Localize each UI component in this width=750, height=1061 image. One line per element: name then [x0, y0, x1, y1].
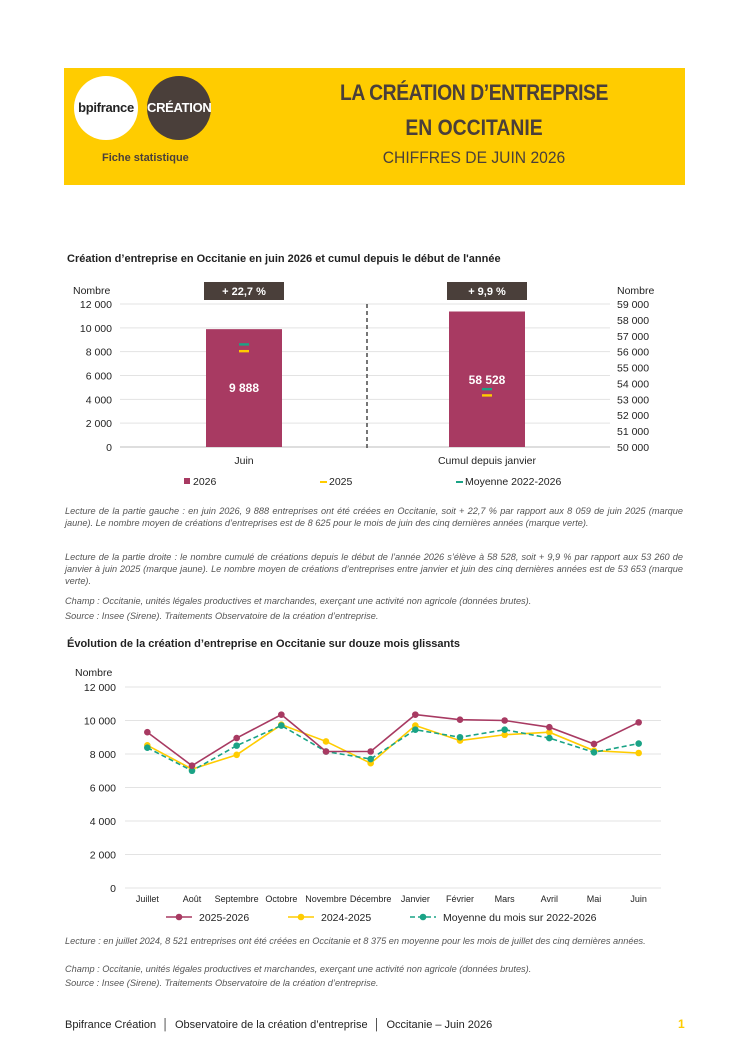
- variation-badge-text: + 22,7 %: [222, 286, 266, 298]
- data-point: [412, 711, 419, 718]
- fiche-label: Fiche statistique: [102, 152, 189, 164]
- y-tick-left: 12 000: [79, 299, 112, 311]
- data-point: [546, 724, 553, 731]
- y-tick-right: 52 000: [617, 410, 650, 423]
- y-tick-label: 2 000: [89, 849, 116, 862]
- data-point: [233, 742, 240, 749]
- x-tick-label: Mars: [494, 894, 515, 904]
- section1-title: Création d’entreprise en Occitanie en juin 2026 et cumul depuis le début de l'année: [67, 253, 501, 265]
- y-axis-right-label: Nombre: [617, 285, 655, 297]
- marker-moyenne: [482, 388, 492, 390]
- header-banner: [64, 68, 685, 185]
- footer-separator: │: [373, 1019, 381, 1031]
- data-point: [457, 734, 464, 741]
- legend-label: 2025-2026: [199, 912, 250, 924]
- y-tick-left: 6 000: [85, 370, 112, 383]
- data-point: [635, 740, 642, 747]
- bpifrance-logo: [74, 76, 138, 140]
- data-point: [591, 749, 598, 756]
- y-tick-right: 54 000: [617, 378, 650, 391]
- y-tick-right: 57 000: [617, 330, 650, 343]
- creation-logo: [147, 76, 211, 140]
- data-point: [501, 717, 508, 724]
- section1-note-source: Source : Insee (Sirene). Traitements Observatoire de la création d’entreprise.: [65, 611, 379, 621]
- data-point: [278, 722, 285, 729]
- y-axis-label: Nombre: [75, 667, 113, 679]
- y-tick-label: 12 000: [83, 682, 116, 694]
- legend-label: 2025: [329, 476, 353, 488]
- legend-marker: [176, 914, 183, 921]
- legend-swatch: [456, 481, 463, 483]
- y-tick-right: 51 000: [617, 426, 650, 439]
- legend-swatch: [184, 478, 190, 484]
- x-tick-label: Novembre: [305, 894, 347, 904]
- marker-2025: [482, 394, 492, 396]
- section1-note-right: Lecture de la partie droite : le nombre cumulé de créations depuis le début de l’année 2026 s’élève à 58 528, soit + 9,9 % par rapport aux 53 260 de janvier à juin 2025 (marque jaune). Le nombre moyen de créations d’entreprises entre janvier et juin des cinq dernières années est de 53 653 (marque verte).: [65, 552, 683, 587]
- x-tick-label: Mai: [586, 894, 602, 904]
- data-point: [144, 744, 151, 751]
- page-title-line1: LA CRÉATION D’ENTREPRISE: [339, 80, 609, 105]
- x-tick-label: Janvier: [400, 894, 430, 904]
- x-tick-label: Décembre: [349, 894, 392, 904]
- y-tick-label: 8 000: [89, 749, 116, 761]
- y-tick-right: 55 000: [617, 362, 650, 375]
- line-chart: [0, 660, 750, 930]
- section2-note-lecture: Lecture : en juillet 2024, 8 521 entreprises ont été créées en Occitanie et 8 375 en moyenne pour les mois de juillet des cinq dernières années.: [65, 936, 646, 946]
- y-axis-left-label: Nombre: [73, 285, 111, 297]
- variation-badge-text: + 9,9 %: [468, 286, 506, 298]
- legend-label: Moyenne 2022-2026: [465, 476, 562, 488]
- y-tick-right: 59 000: [617, 299, 650, 311]
- data-point: [367, 748, 374, 755]
- section2-note-source: Source : Insee (Sirene). Traitements Observatoire de la création d’entreprise.: [65, 978, 379, 988]
- y-tick-right: 58 000: [617, 314, 650, 327]
- data-point: [546, 735, 553, 742]
- footer: [65, 1019, 492, 1031]
- y-tick-left: 4 000: [85, 394, 112, 407]
- y-tick-right: 50 000: [617, 442, 650, 454]
- page-title-line2: EN OCCITANIE: [405, 115, 543, 140]
- bpifrance-logo-text: bpifrance: [78, 100, 134, 115]
- y-tick-label: 4 000: [89, 816, 116, 828]
- y-tick-label: 0: [110, 883, 116, 895]
- legend-marker: [420, 914, 427, 921]
- data-point: [233, 735, 240, 742]
- data-point: [323, 738, 330, 745]
- legend-label: 2026: [193, 476, 217, 488]
- section1-note-left: Lecture de la partie gauche : en juin 2026, 9 888 entreprises ont été créées en Occitanie, soit + 22,7 % par rapport aux 8 059 de juin 2025 (marque jaune). Le nombre moyen de créations d’entreprises est de 8 625 pour le mois de juin des cinq dernières années (marque verte).: [65, 506, 683, 529]
- data-point: [189, 762, 196, 769]
- data-point: [144, 729, 151, 736]
- y-tick-right: 56 000: [617, 346, 650, 359]
- bar-value-label: 9 888: [228, 381, 260, 395]
- y-tick-left: 10 000: [79, 322, 112, 335]
- page-subtitle: CHIFFRES DE JUIN 2026: [382, 148, 566, 167]
- footer-separator: │: [162, 1019, 169, 1031]
- footer-observatoire: Observatoire de la création d’entreprise: [174, 1019, 368, 1031]
- x-tick-label: Août: [182, 894, 202, 904]
- data-point: [635, 750, 642, 757]
- y-tick-label: 6 000: [89, 782, 116, 795]
- y-tick-label: 10 000: [83, 715, 116, 728]
- data-point: [233, 752, 240, 759]
- data-point: [323, 748, 330, 755]
- y-tick-left: 8 000: [85, 346, 112, 359]
- bar-value-label: 58 528: [468, 373, 506, 387]
- x-tick-label: Juillet: [135, 894, 159, 904]
- x-tick-label: Juin: [630, 894, 647, 904]
- marker-2025: [239, 350, 249, 352]
- x-tick-label: Octobre: [265, 894, 298, 904]
- marker-moyenne: [239, 343, 249, 345]
- data-point: [501, 726, 508, 733]
- data-point: [412, 726, 419, 733]
- legend-label: 2024-2025: [321, 912, 372, 924]
- data-point: [635, 719, 642, 726]
- section2-title: Évolution de la création d’entreprise en Occitanie sur douze mois glissants: [67, 638, 461, 650]
- data-point: [278, 711, 285, 718]
- y-tick-left: 0: [106, 442, 112, 454]
- creation-logo-text: CRÉATION: [147, 100, 212, 115]
- y-tick-left: 2 000: [85, 418, 112, 431]
- data-point: [591, 741, 598, 748]
- series-line: [147, 715, 638, 766]
- section2-note-champ: Champ : Occitanie, unités légales productives et marchandes, exerçant une activité non agricole (données brutes).: [65, 964, 532, 974]
- footer-brand: Bpifrance Création: [65, 1019, 157, 1031]
- legend-marker: [298, 914, 305, 921]
- bar-chart: [0, 276, 750, 496]
- footer-region-date: Occitanie – Juin 2026: [386, 1019, 493, 1031]
- data-point: [367, 756, 374, 763]
- x-tick-label: Avril: [540, 894, 559, 904]
- page-number: 1: [678, 1017, 685, 1031]
- legend-swatch: [320, 481, 327, 483]
- data-point: [457, 716, 464, 723]
- legend-label: Moyenne du mois sur 2022-2026: [443, 912, 597, 924]
- x-category-label: Cumul depuis janvier: [437, 455, 537, 467]
- y-tick-right: 53 000: [617, 394, 650, 407]
- x-category-label: Juin: [234, 455, 254, 467]
- x-tick-label: Février: [445, 894, 475, 904]
- x-tick-label: Septembre: [214, 894, 259, 904]
- section1-note-champ: Champ : Occitanie, unités légales productives et marchandes, exerçant une activité non agricole (données brutes).: [65, 596, 532, 606]
